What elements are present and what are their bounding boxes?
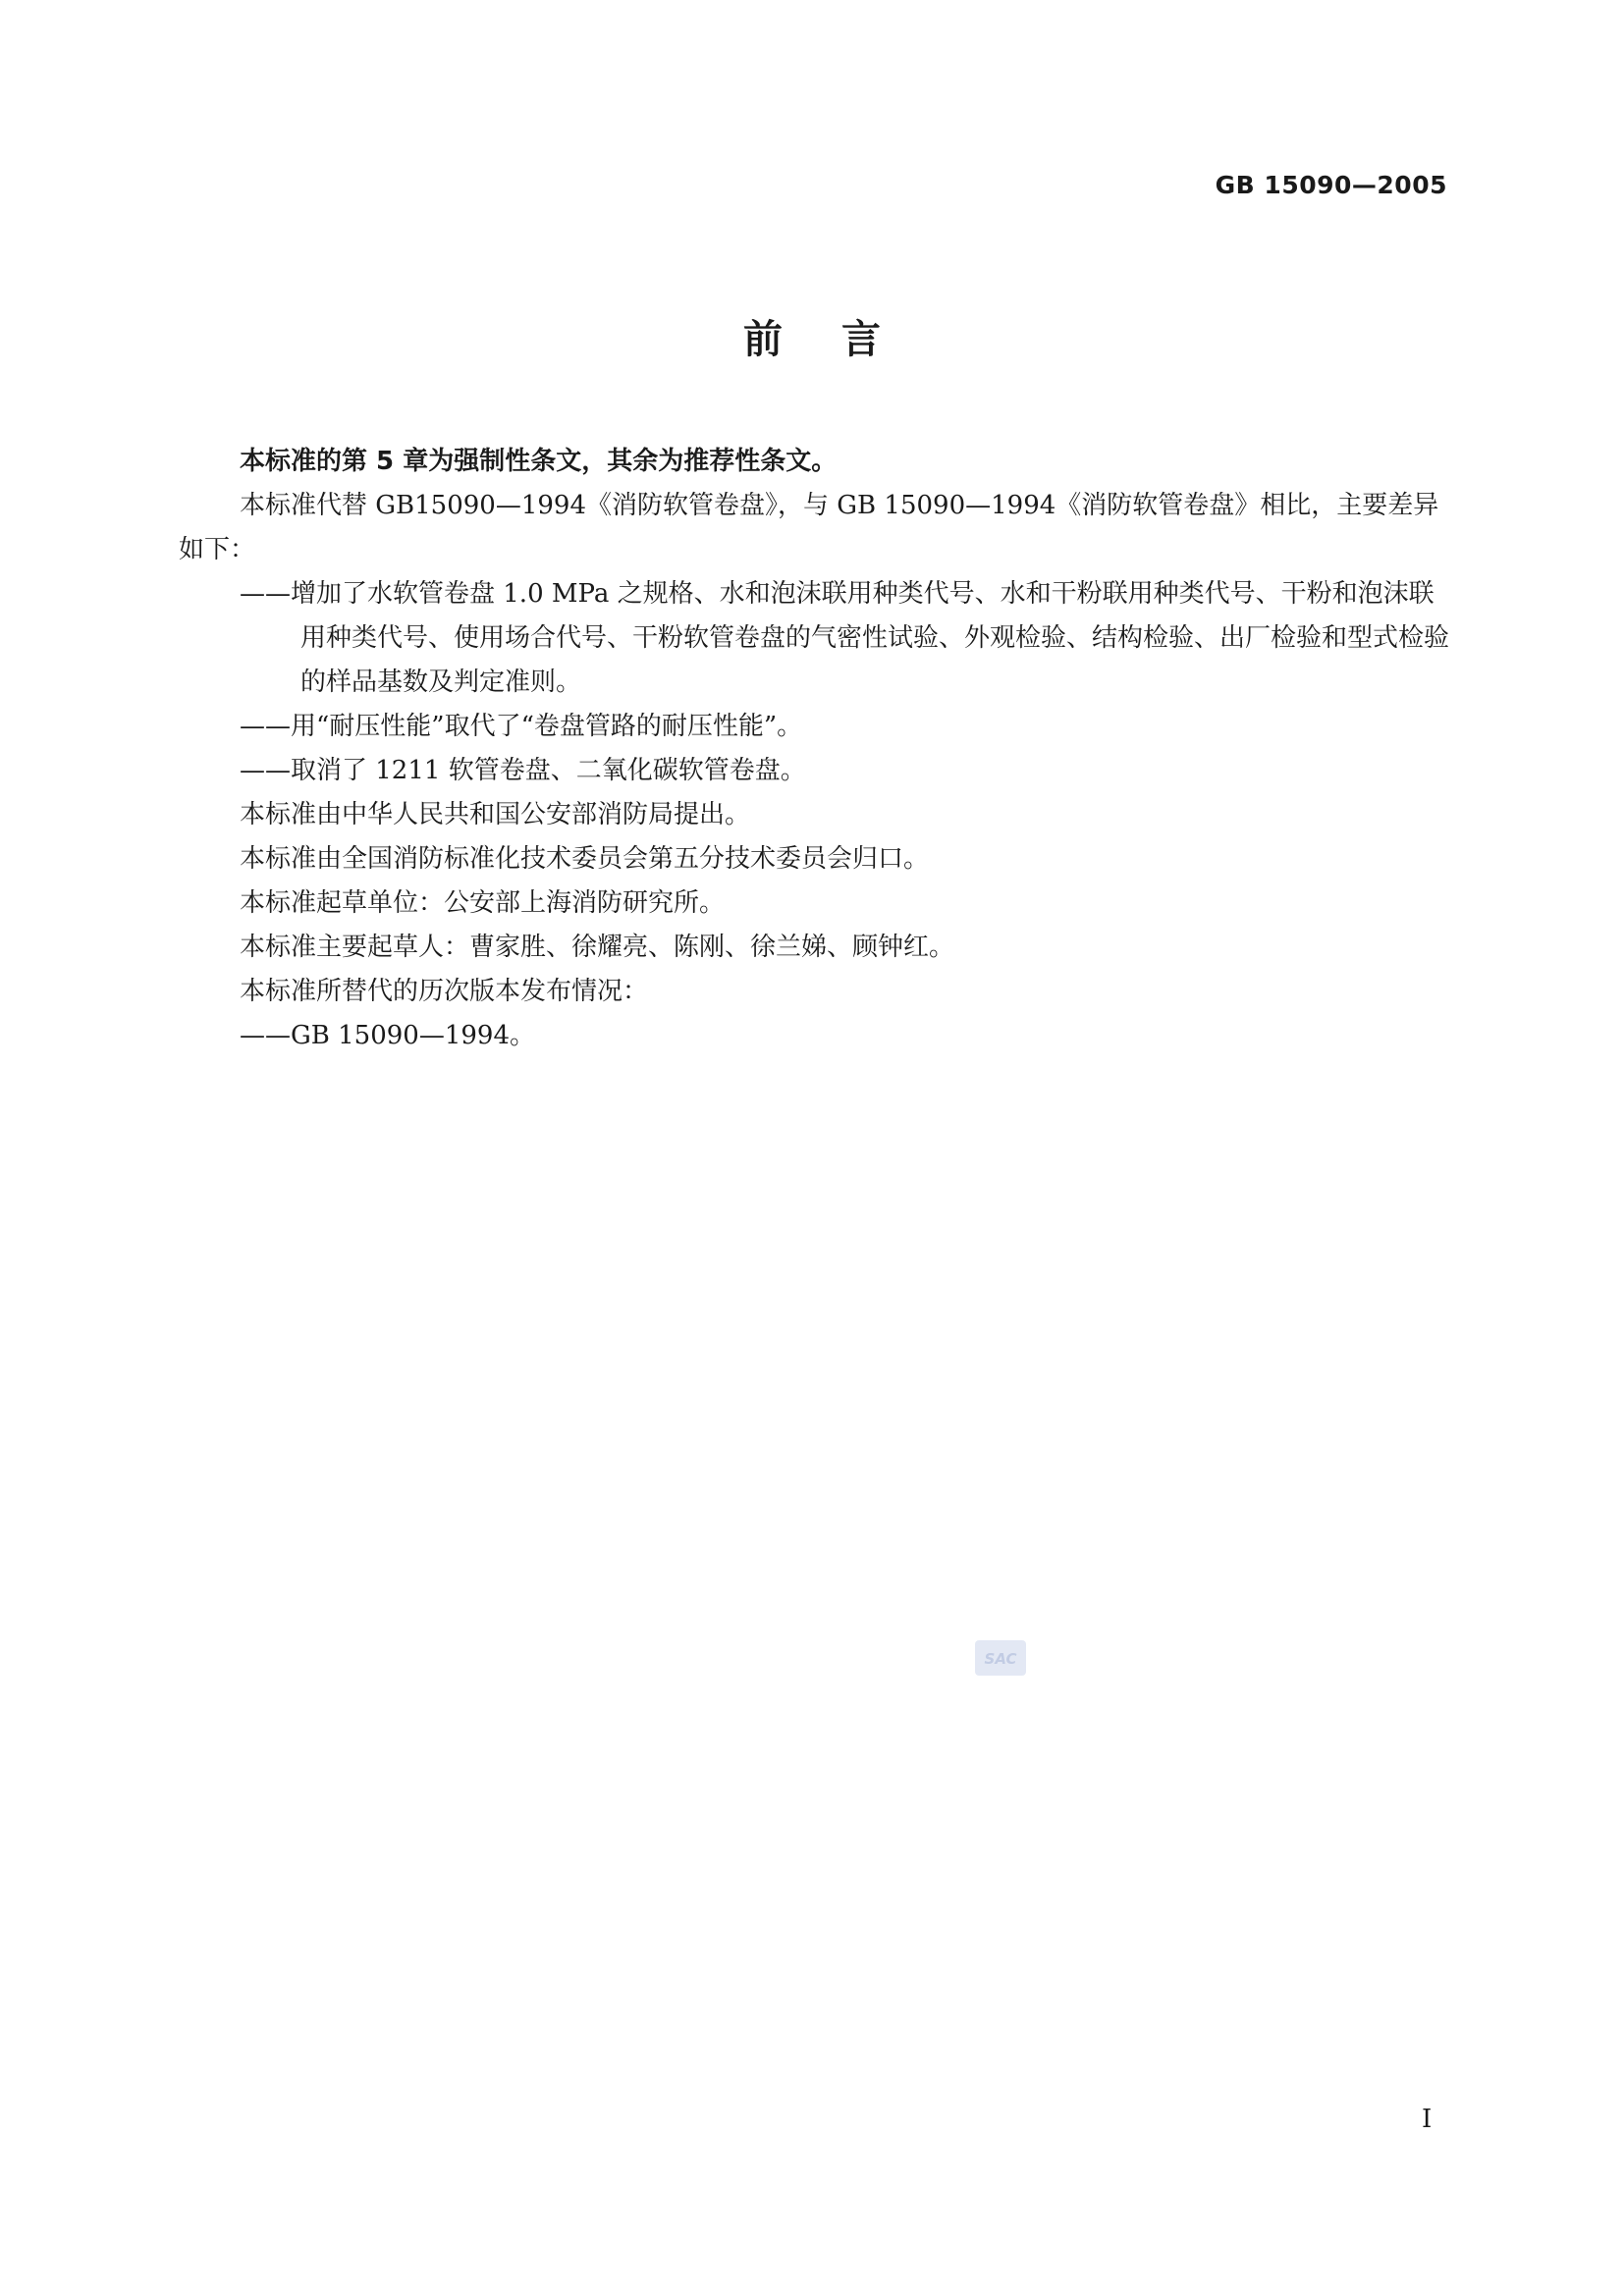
drafting-unit-statement: 本标准起草单位：公安部上海消防研究所。 xyxy=(240,888,726,918)
drafters-statement: 本标准主要起草人：曹家胜、徐耀亮、陈刚、徐兰娣、顾钟红。 xyxy=(240,933,955,962)
replacement-statement: 本标准代替 GB15090—1994《消防软管卷盘》，与 GB 15090—1994《消防软管卷盘》相比，主要差异如下： xyxy=(179,491,1439,564)
history-item: ——GB 15090—1994。 xyxy=(240,1021,536,1050)
svg-text:SAC: SAC xyxy=(984,1650,1017,1668)
committee-statement: 本标准由全国消防标准化技术委员会第五分技术委员会归口。 xyxy=(240,844,930,874)
sac-watermark-logo xyxy=(975,1640,1026,1676)
page-title: 前言 xyxy=(743,317,940,362)
standard-code: GB 15090—2005 xyxy=(1215,171,1447,199)
proposer-statement: 本标准由中华人民共和国公安部消防局提出。 xyxy=(240,800,751,829)
change-item: ——用“耐压性能”取代了“卷盘管路的耐压性能”。 xyxy=(240,712,803,741)
mandatory-clause-note: 本标准的第 5 章为强制性条文，其余为推荐性条文。 xyxy=(240,447,838,476)
page-number: I xyxy=(1422,2105,1433,2134)
change-item: ——增加了水软管卷盘 1.0 MPa 之规格、水和泡沫联用种类代号、水和干粉联用种类代号、干粉和泡沫联用种类代号、使用场合代号、干粉软管卷盘的气密性试验、外观检验、结构检验、出厂检验和型式检验的样品基数及判定准则。 xyxy=(240,579,1450,697)
change-item: ——取消了 1211 软管卷盘、二氧化碳软管卷盘。 xyxy=(240,756,806,785)
history-heading: 本标准所替代的历次版本发布情况： xyxy=(240,977,649,1006)
preface-body xyxy=(179,440,1449,1058)
